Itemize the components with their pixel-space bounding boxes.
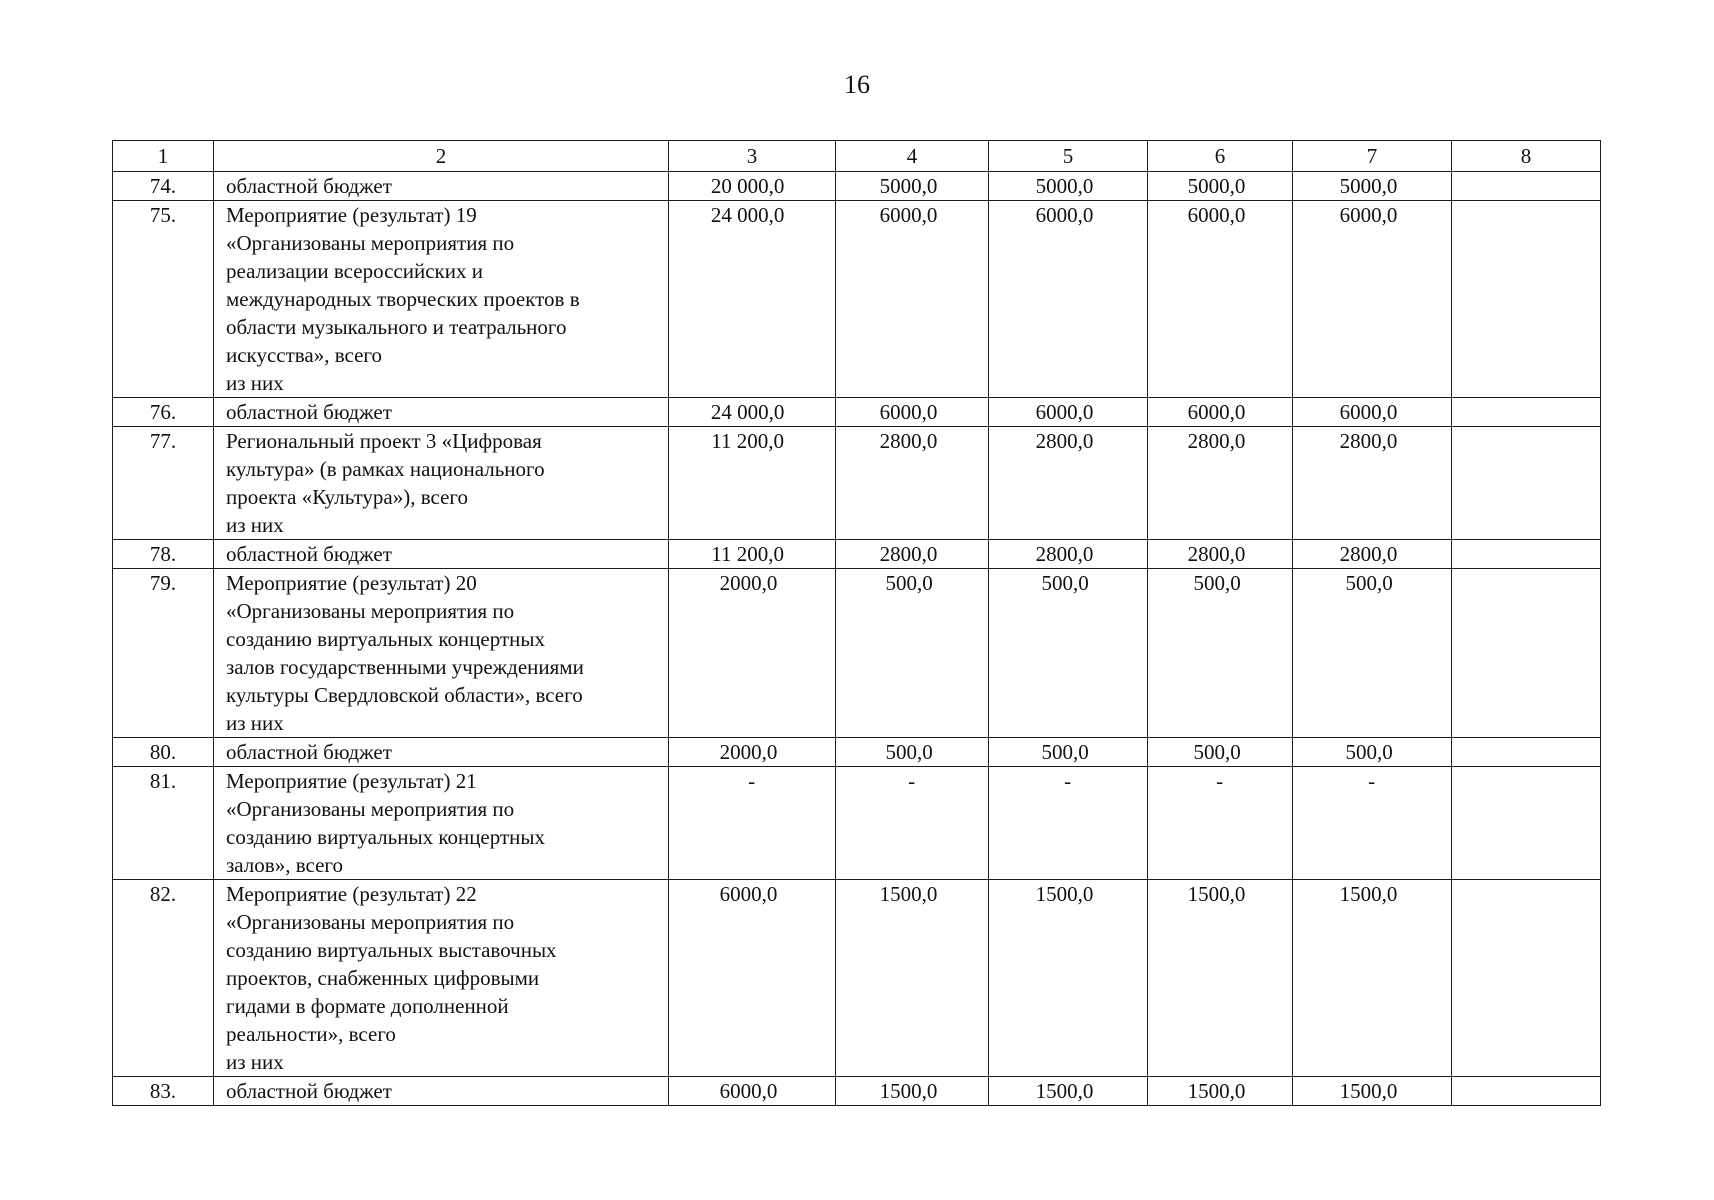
row-name-line: Мероприятие (результат) 19 <box>226 203 477 227</box>
value-cell-col7 <box>1293 569 1452 738</box>
row-name-line: гидами в формате дополненной <box>226 994 509 1018</box>
row-name-line: «Организованы мероприятия по <box>226 910 515 934</box>
value-cell-col5 <box>989 201 1148 398</box>
value-cell-col5 <box>989 540 1148 569</box>
table-row <box>113 1077 1601 1106</box>
value-cell-col3 <box>669 767 836 880</box>
row-number-cell: 76. <box>113 398 214 427</box>
value-cell-col3 <box>669 880 836 1077</box>
value-cell-col5 <box>989 569 1148 738</box>
row-name-line: областной бюджет <box>226 174 392 198</box>
header-cell: 4 <box>836 141 989 172</box>
value-cell-col7 <box>1293 767 1452 880</box>
row-name-cell <box>214 201 669 398</box>
value-text: - <box>748 769 756 793</box>
row-name-cell <box>214 767 669 880</box>
value-text: 24 000,0 <box>710 400 785 424</box>
value-cell-col8 <box>1452 172 1601 201</box>
value-text: 2800,0 <box>1187 429 1246 453</box>
row-number-cell: 74. <box>113 172 214 201</box>
value-cell-col3 <box>669 398 836 427</box>
value-text: 5000,0 <box>879 174 938 198</box>
value-cell-col3 <box>669 427 836 540</box>
value-cell-col6 <box>1148 880 1293 1077</box>
row-name-line: созданию виртуальных концертных <box>226 825 545 849</box>
row-name-line: Мероприятие (результат) 22 <box>226 882 477 906</box>
value-cell-col8 <box>1452 767 1601 880</box>
value-cell-col8 <box>1452 569 1601 738</box>
value-text: 6000,0 <box>1187 203 1246 227</box>
value-text: 2800,0 <box>1339 429 1398 453</box>
row-name-line: «Организованы мероприятия по <box>226 599 515 623</box>
value-cell-col7 <box>1293 738 1452 767</box>
header-cell: 1 <box>113 141 214 172</box>
value-cell-col7 <box>1293 427 1452 540</box>
value-text: 500,0 <box>1193 740 1241 764</box>
value-cell-col4 <box>836 569 989 738</box>
value-text: 1500,0 <box>1187 1079 1246 1103</box>
value-cell-col6 <box>1148 201 1293 398</box>
value-cell-col3 <box>669 569 836 738</box>
value-text: 11 200,0 <box>711 542 784 566</box>
row-name-line: залов государственными учреждениями <box>226 655 584 679</box>
row-name-line: «Организованы мероприятия по <box>226 797 515 821</box>
value-cell-col8 <box>1452 1077 1601 1106</box>
value-text: 1500,0 <box>1035 882 1094 906</box>
value-text: 2000,0 <box>719 571 778 595</box>
row-name-line: из них <box>226 711 284 735</box>
value-text: 2800,0 <box>1035 429 1094 453</box>
row-number-cell: 82. <box>113 880 214 1077</box>
table-row <box>113 398 1601 427</box>
value-cell-col5 <box>989 738 1148 767</box>
row-name-line: Региональный проект 3 «Цифровая <box>226 429 542 453</box>
value-text: 5000,0 <box>1035 174 1094 198</box>
row-name-line: культура» (в рамках национального <box>226 457 545 481</box>
row-name-line: залов», всего <box>226 853 343 877</box>
row-name-cell <box>214 172 669 201</box>
value-text: 1500,0 <box>879 882 938 906</box>
value-text: 2800,0 <box>1187 542 1246 566</box>
value-cell-col4 <box>836 201 989 398</box>
value-cell-col3 <box>669 1077 836 1106</box>
value-text: 6000,0 <box>719 882 778 906</box>
row-number-cell: 81. <box>113 767 214 880</box>
value-text: 5000,0 <box>1339 174 1398 198</box>
value-cell-col7 <box>1293 172 1452 201</box>
value-cell-col4 <box>836 1077 989 1106</box>
value-text: 500,0 <box>1345 740 1393 764</box>
value-text: 20 000,0 <box>710 174 785 198</box>
value-text: 6000,0 <box>879 400 938 424</box>
row-name-cell <box>214 738 669 767</box>
row-name-line: международных творческих проектов в <box>226 287 580 311</box>
value-text: - <box>1368 769 1376 793</box>
value-cell-col8 <box>1452 201 1601 398</box>
header-cell: 5 <box>989 141 1148 172</box>
value-cell-col3 <box>669 201 836 398</box>
value-cell-col8 <box>1452 738 1601 767</box>
value-text: - <box>1064 769 1072 793</box>
value-text: 2800,0 <box>879 542 938 566</box>
value-cell-col5 <box>989 1077 1148 1106</box>
header-cell: 7 <box>1293 141 1452 172</box>
value-cell-col6 <box>1148 172 1293 201</box>
value-cell-col6 <box>1148 398 1293 427</box>
header-row <box>113 141 1601 172</box>
value-cell-col7 <box>1293 540 1452 569</box>
header-cell: 2 <box>214 141 669 172</box>
row-number-cell: 78. <box>113 540 214 569</box>
value-cell-col7 <box>1293 880 1452 1077</box>
row-name-line: областной бюджет <box>226 740 392 764</box>
header-cell: 3 <box>669 141 836 172</box>
header-cell: 8 <box>1452 141 1601 172</box>
value-text: 500,0 <box>1193 571 1241 595</box>
value-cell-col4 <box>836 172 989 201</box>
table-row <box>113 569 1601 738</box>
row-name-line: созданию виртуальных концертных <box>226 627 545 651</box>
value-text: 500,0 <box>885 740 933 764</box>
row-name-line: из них <box>226 1050 284 1074</box>
value-text: - <box>908 769 916 793</box>
value-cell-col6 <box>1148 1077 1293 1106</box>
row-name-line: реальности», всего <box>226 1022 396 1046</box>
value-cell-col6 <box>1148 767 1293 880</box>
value-cell-col4 <box>836 398 989 427</box>
table-row <box>113 738 1601 767</box>
value-cell-col8 <box>1452 427 1601 540</box>
table-row <box>113 880 1601 1077</box>
value-text: 1500,0 <box>879 1079 938 1103</box>
row-number-cell: 80. <box>113 738 214 767</box>
value-cell-col5 <box>989 172 1148 201</box>
page-number: 16 <box>844 70 870 99</box>
value-cell-col6 <box>1148 738 1293 767</box>
table-row <box>113 172 1601 201</box>
value-text: 6000,0 <box>719 1079 778 1103</box>
row-name-cell <box>214 569 669 738</box>
value-text: 11 200,0 <box>711 429 784 453</box>
value-cell-col4 <box>836 738 989 767</box>
row-name-line: областной бюджет <box>226 1079 392 1103</box>
table-row <box>113 201 1601 398</box>
value-text: 24 000,0 <box>710 203 785 227</box>
value-cell-col6 <box>1148 427 1293 540</box>
budget-table <box>112 140 1601 1106</box>
value-cell-col5 <box>989 767 1148 880</box>
value-cell-col4 <box>836 540 989 569</box>
row-name-line: «Организованы мероприятия по <box>226 231 515 255</box>
value-text: 5000,0 <box>1187 174 1246 198</box>
value-text: 2800,0 <box>879 429 938 453</box>
row-name-line: из них <box>226 371 284 395</box>
row-name-line: культуры Свердловской области», всего <box>226 683 583 707</box>
value-text: 6000,0 <box>1339 400 1398 424</box>
row-name-cell <box>214 540 669 569</box>
value-cell-col7 <box>1293 398 1452 427</box>
value-cell-col8 <box>1452 540 1601 569</box>
value-text: 6000,0 <box>1339 203 1398 227</box>
table-row <box>113 427 1601 540</box>
value-text: 6000,0 <box>1187 400 1246 424</box>
value-text: 500,0 <box>885 571 933 595</box>
value-cell-col5 <box>989 427 1148 540</box>
value-cell-col4 <box>836 427 989 540</box>
row-name-line: реализации всероссийских и <box>226 259 483 283</box>
value-text: 1500,0 <box>1035 1079 1094 1103</box>
value-cell-col3 <box>669 172 836 201</box>
value-text: 6000,0 <box>1035 203 1094 227</box>
row-name-cell <box>214 398 669 427</box>
row-number-cell: 77. <box>113 427 214 540</box>
row-name-line: областной бюджет <box>226 400 392 424</box>
value-cell-col8 <box>1452 398 1601 427</box>
row-name-line: Мероприятие (результат) 21 <box>226 769 477 793</box>
value-text: 1500,0 <box>1187 882 1246 906</box>
value-text: 2800,0 <box>1035 542 1094 566</box>
row-name-line: созданию виртуальных выставочных <box>226 938 557 962</box>
value-cell-col7 <box>1293 1077 1452 1106</box>
row-number-cell: 75. <box>113 201 214 398</box>
value-text: 2000,0 <box>719 740 778 764</box>
table-body <box>113 141 1601 1106</box>
value-text: 500,0 <box>1345 571 1393 595</box>
value-cell-col7 <box>1293 201 1452 398</box>
value-text: 1500,0 <box>1339 882 1398 906</box>
value-text: 1500,0 <box>1339 1079 1398 1103</box>
row-name-cell <box>214 1077 669 1106</box>
row-name-line: искусства», всего <box>226 343 383 367</box>
header-cell: 6 <box>1148 141 1293 172</box>
row-name-line: из них <box>226 513 284 537</box>
value-cell-col5 <box>989 398 1148 427</box>
table-row <box>113 540 1601 569</box>
value-cell-col6 <box>1148 569 1293 738</box>
value-text: - <box>1216 769 1224 793</box>
row-number-cell: 79. <box>113 569 214 738</box>
value-text: 6000,0 <box>879 203 938 227</box>
value-cell-col3 <box>669 738 836 767</box>
value-cell-col5 <box>989 880 1148 1077</box>
value-text: 500,0 <box>1041 740 1089 764</box>
row-name-line: проектов, снабженных цифровыми <box>226 966 540 990</box>
value-cell-col4 <box>836 880 989 1077</box>
row-number-cell: 83. <box>113 1077 214 1106</box>
value-cell-col8 <box>1452 880 1601 1077</box>
table-row <box>113 767 1601 880</box>
value-text: 2800,0 <box>1339 542 1398 566</box>
row-name-line: областной бюджет <box>226 542 392 566</box>
value-text: 6000,0 <box>1035 400 1094 424</box>
value-cell-col4 <box>836 767 989 880</box>
value-text: 500,0 <box>1041 571 1089 595</box>
value-cell-col3 <box>669 540 836 569</box>
row-name-cell <box>214 427 669 540</box>
row-name-line: проекта «Культура»), всего <box>226 485 469 509</box>
row-name-cell <box>214 880 669 1077</box>
value-cell-col6 <box>1148 540 1293 569</box>
row-name-line: Мероприятие (результат) 20 <box>226 571 477 595</box>
row-name-line: области музыкального и театрального <box>226 315 567 339</box>
